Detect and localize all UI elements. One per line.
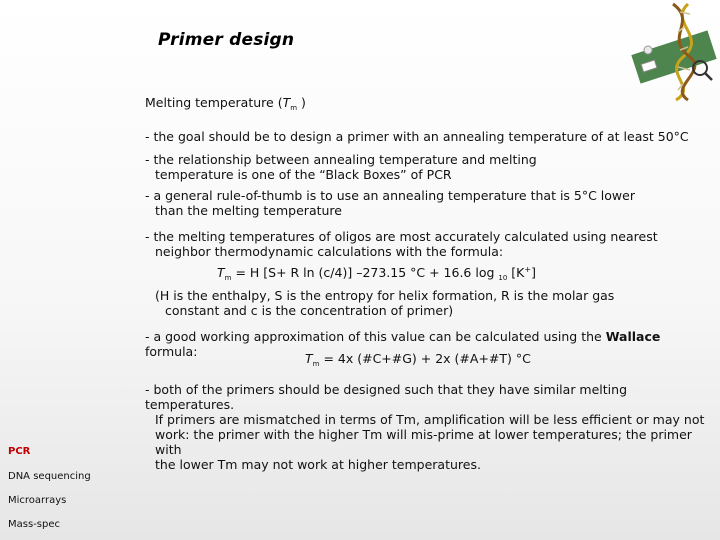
dna-logo-icon [628,2,718,102]
nav-item-microarrays[interactable]: Microarrays [8,495,67,506]
nav-item-mass-spec[interactable]: Mass-spec [8,519,60,530]
formula-nearest-neighbor: $T_m = H$ [S+ R ln (c/4)] –273.15 °C + 16.6 log $_{10}$ [K+] [217,265,536,282]
bullet-wallace: - a good working approximation of this value can be calculated using the Wallace formula: [145,329,661,359]
formula-explanation: (H is the enthalpy, S is the entropy for helix formation, R is the molar gas constant and c is the concentration of primer) [155,288,615,318]
bullet-similar-tm: - both of the primers should be designed such that they have similar melting temperatures. If primers are mismatched in terms of Tm, amplification will be less efficient or may not work: the primer with the higher Tm will mis-prime at lower temperatures; the primer with the lower Tm may not work at higher temperatures. [145,382,705,472]
bullet-goal: - the goal should be to design a primer with an annealing temperature of at least 50°C [145,129,689,144]
formula-wallace: $T_m = 4x$ (#C+#G) + 2x (#A+#T) °C [305,351,531,368]
section-heading: Melting temperature ($T_m$ ) [145,95,306,112]
nav-item-pcr[interactable]: PCR [8,446,31,457]
bullet-relationship: - the relationship between annealing temperature and melting temperature is one of the “Black Boxes” of PCR [145,152,537,182]
bullet-rule-of-thumb: - a general rule-of-thumb is to use an annealing temperature that is 5°C lower than the melting temperature [145,188,635,218]
nav-item-dna-sequencing[interactable]: DNA sequencing [8,471,91,482]
bullet-nearest-neighbor: - the melting temperatures of oligos are most accurately calculated using nearest neighbor thermodynamic calculations with the formula: [145,229,658,259]
slide-title: Primer design [158,30,295,50]
